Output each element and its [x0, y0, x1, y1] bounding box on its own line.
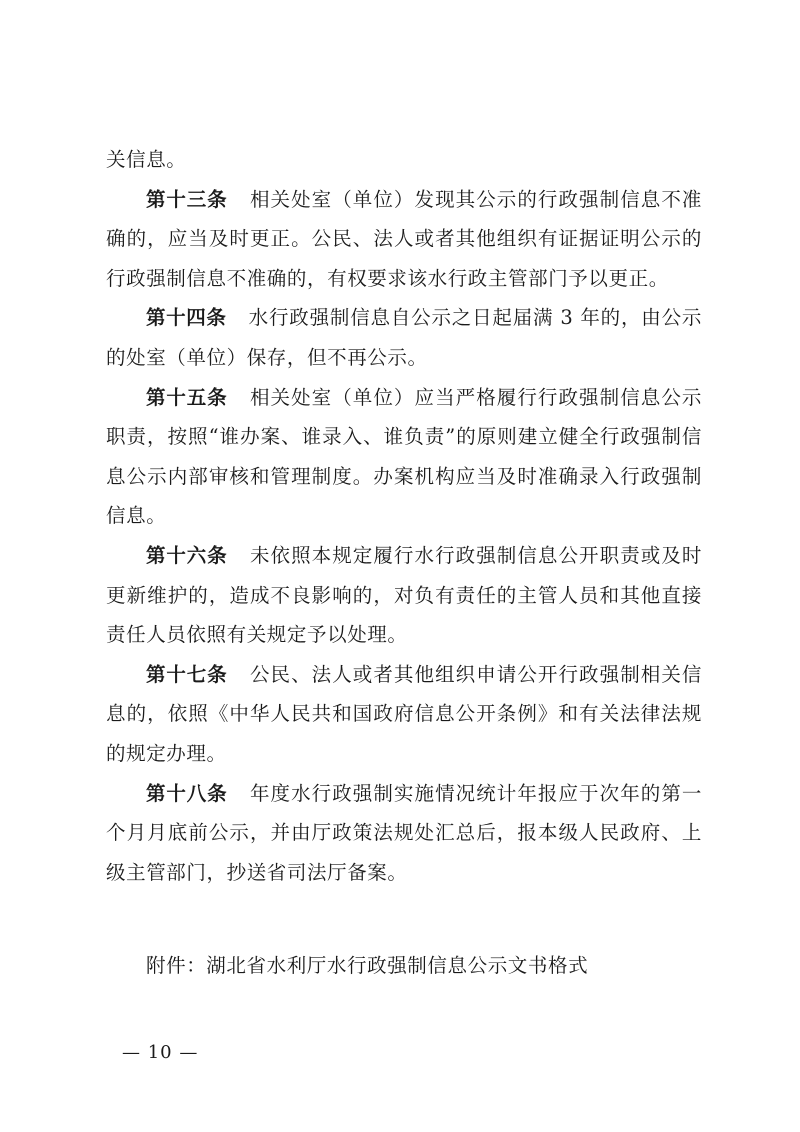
article-18-text: 年度水行政强制实施情况统计年报应于次年的第一个月月底前公示，并由厅政策法规处汇总后，报本级人民政府、上级主管部门，抄送省司法厅备案。 — [106, 781, 702, 884]
article-18-label: 第十八条 — [146, 781, 228, 805]
article-16-label: 第十六条 — [146, 543, 228, 567]
article-14-label: 第十四条 — [146, 306, 227, 330]
lead-paragraph: 关信息。 — [106, 148, 187, 171]
article-16-text: 未依照本规定履行水行政强制信息公开职责或及时更新维护的，造成不良影响的，对负有责任的主管人员和其他直接责任人员依照有关规定予以处理。 — [106, 543, 702, 647]
page-number: — 10 — — [122, 1042, 199, 1063]
article-18 — [106, 774, 702, 893]
article-16 — [106, 536, 702, 655]
article-13 — [106, 180, 702, 299]
document-body — [106, 140, 702, 892]
article-14-text: 水行政强制信息自公示之日起届满 3 年的，由公示的处室（单位）保存，但不再公示。 — [106, 306, 702, 369]
article-17-text: 公民、法人或者其他组织申请公开行政强制相关信息的，依照《中华人民共和国政府信息公开条例》和有关法律法规的规定办理。 — [106, 662, 702, 765]
article-13-text: 相关处室（单位）发现其公示的行政强制信息不准确的，应当及时更正。公民、法人或者其他组织有证据证明公示的行政强制信息不准确的，有权要求该水行政主管部门予以更正。 — [106, 187, 702, 290]
article-13-label: 第十三条 — [146, 187, 228, 211]
article-15 — [106, 378, 702, 536]
article-17 — [106, 655, 702, 774]
article-17-label: 第十七条 — [146, 662, 228, 686]
article-15-text: 相关处室（单位）应当严格履行行政强制信息公示职责，按照“谁办案、谁录入、谁负责”的原则建立健全行政强制信息公示内部审核和管理制度。办案机构应当及时准确录入行政强制信息。 — [106, 385, 702, 528]
attachment-line: 附件：湖北省水利厅水行政强制信息公示文书格式 — [146, 954, 589, 977]
article-15-label: 第十五条 — [146, 385, 228, 409]
article-14 — [106, 298, 702, 377]
